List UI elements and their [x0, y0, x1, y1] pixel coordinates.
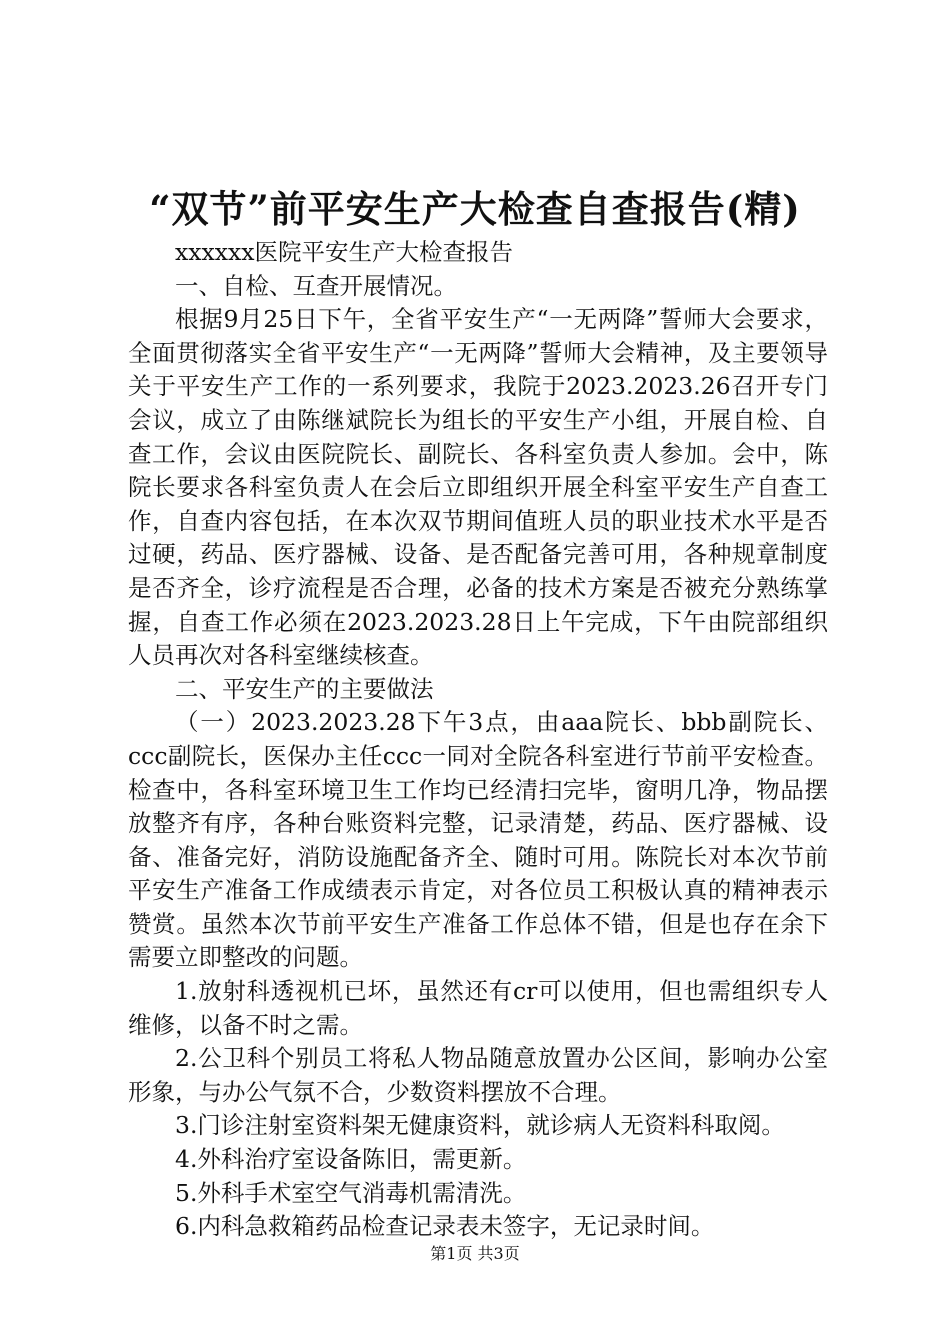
- issue-item-3: 3.门诊注射室资料架无健康资料，就诊病人无资料科取阅。: [175, 1111, 785, 1140]
- issue-item-6: 6.内科急救箱药品检查记录表未签字，无记录时间。: [175, 1212, 715, 1241]
- section-heading-2: 二、平安生产的主要做法: [175, 674, 434, 703]
- paragraph-background: 根据9月25日下午，全省平安生产“一无两降”誓师大会要求，全面贯彻落实全省平安生产“一无两降”誓师大会精神，及主要领导关于平安生产工作的一系列要求，我院于2023.2023.26召开专门会议，成立了由陈继斌院长为组长的平安生产小组，开展自检、自查工作，会议由医院院长、副院长、各科室负责人参加。会中，陈院长要求各科室负责人在会后立即组织开展全科室平安生产自查工作，自查内容包括，在本次双节期间值班人员的职业技术水平是否过硬，药品、医疗器械、设备、是否配备完善可用，各种规章制度是否齐全，诊疗流程是否合理，必备的技术方案是否被充分熟练掌握，自查工作必须在2023.2023.28日上午完成，下午由院部组织人员再次对各科室继续核查。: [128, 305, 828, 670]
- section-heading-1: 一、自检、互查开展情况。: [175, 271, 457, 300]
- issue-item-2: 2.公卫科个别员工将私人物品随意放置办公区间，影响办公室形象，与办公气氛不合，少数资料摆放不合理。: [128, 1044, 828, 1106]
- document-body: [128, 236, 828, 1244]
- issue-item-4: 4.外科治疗室设备陈旧，需更新。: [175, 1145, 527, 1174]
- issue-item-5: 5.外科手术室空气消毒机需清洗。: [175, 1178, 527, 1207]
- page-number-footer: 第1页 共3页: [430, 1244, 520, 1263]
- report-heading: xxxxxx医院平安生产大检查报告: [175, 238, 514, 266]
- issue-item-1: 1.放射科透视机已坏，虽然还有cr可以使用，但也需组织专人维修，以备不时之需。: [128, 977, 828, 1039]
- document-title: “双节”前平安生产大检查自查报告(精): [149, 187, 801, 231]
- paragraph-inspection: （一）2023.2023.28下午3点，由aaa院长、bbb副院长、ccc副院长，医保办主任ccc一同对全院各科室进行节前平安检查。检查中，各科室环境卫生工作均已经清扫完毕，窗明几净，物品摆放整齐有序，各种台账资料完整，记录清楚，药品、医疗器械、设备、准备完好，消防设施配备齐全、随时可用。陈院长对本次节前平安生产准备工作成绩表示肯定，对各位员工积极认真的精神表示赞赏。虽然本次节前平安生产准备工作总体不错，但是也存在余下需要立即整改的问题。: [128, 708, 828, 972]
